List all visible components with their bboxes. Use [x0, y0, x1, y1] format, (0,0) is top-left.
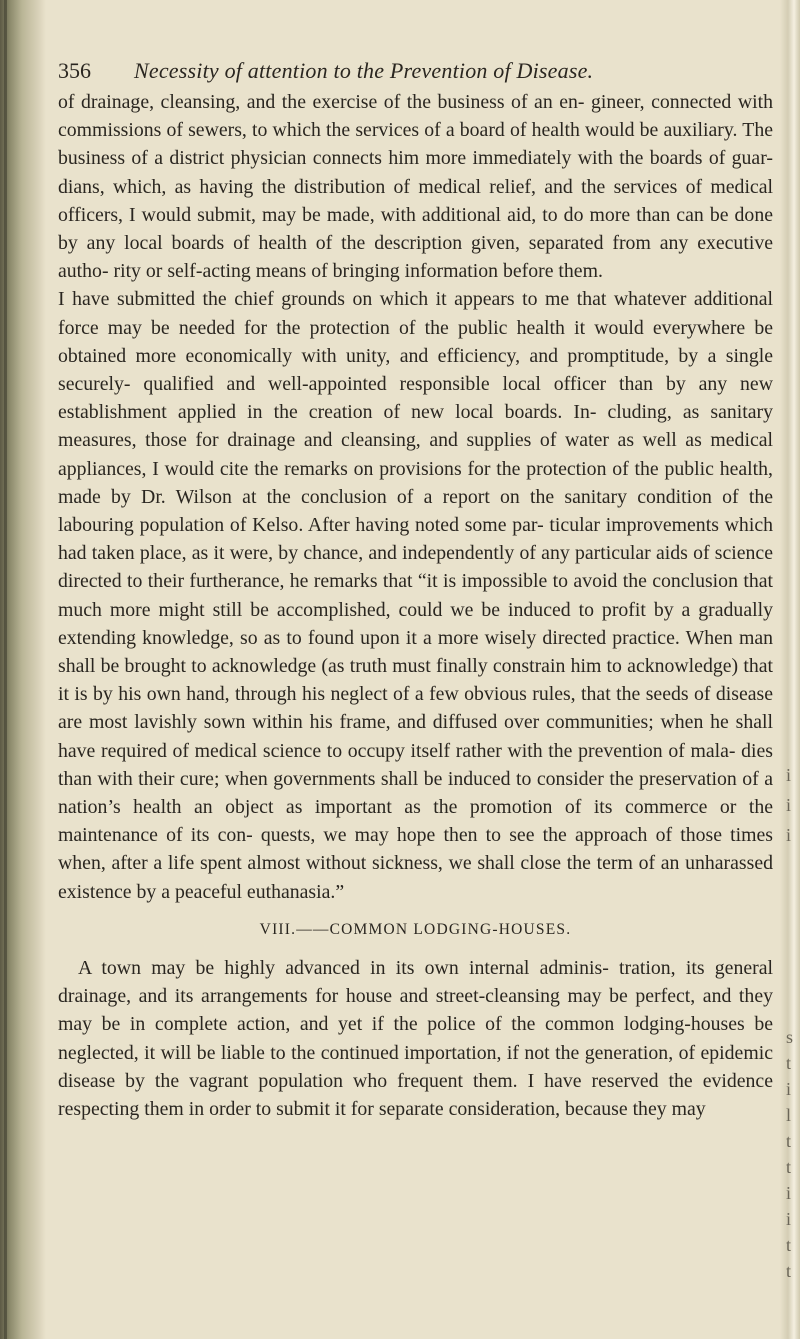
adjacent-page-fragment: i [786, 765, 792, 785]
adjacent-page-fragment: t [786, 1235, 792, 1255]
adjacent-page-fragment: s [786, 1027, 794, 1047]
adjacent-page-fragment: l [786, 1105, 792, 1125]
paragraph: I have submitted the chief grounds on which it appears to me that whatever additional force may be needed for the protection of the public health it would everywhere be obtained more economically with unity, and efficiency, and promptitude, by a single securely- qualified and well-appointed responsible local officer than by any new establishment applied in the creation of new local boards. In- cluding, as sanitary measures, those for drainage and cleansing, and supplies of water as well as medical appliances, I would cite the remarks on provisions for the protection of the public health, made by Dr. Wilson at the conclusion of a report on the sanitary condition of the labouring population of Kelso. After having noted some par- ticular improvements which had taken place, as it were, by chance, and independently of any particular aids of science directed to their furtherance, he remarks that “it is impossible to avoid the conclusion that much more might still be accomplished, could we be induced to profit by a gradually extending knowledge, so as to found upon it a more wisely directed practice. When man shall be brought to acknowledge (as truth must finally constrain him to acknowledge) that it is by his own hand, through his neglect of a few obvious rules, that the seeds of disease are most lavishly sown within his frame, and diffused over communities; when he shall have required of medical science to occupy itself rather with the prevention of mala- dies than with their cure; when governments shall be induced to consider the preservation of a nation’s health an object as important as the promotion of its commerce or the maintenance of its con- quests, we may hope then to see the approach of those times when, after a life spent almost without sickness, we shall close the term of an unharassed existence by a peaceful euthanasia.” [58, 288, 773, 903]
adjacent-page-fragment: i [786, 795, 792, 815]
adjacent-page-fragment: i [786, 1183, 792, 1203]
body-text [58, 88, 773, 1123]
section-heading: VIII.——COMMON LODGING-HOUSES. [259, 920, 572, 938]
page-number: 356 [58, 58, 91, 83]
running-head [58, 58, 773, 90]
adjacent-page-fragment: t [786, 1131, 792, 1151]
section-paragraph: A town may be highly advanced in its own internal adminis- tration, its general drainage, and its arrangements for house and street-cleansing may be perfect, and they may be in complete action, and yet if the police of the common lodging-houses be neglected, it will be liable to the continued importation, if not the generation, of epidemic disease by the vagrant population who frequent them. I have reserved the evidence respecting them in order to submit it for separate consideration, because they may [58, 956, 773, 1120]
adjacent-page-fragment: t [786, 1157, 792, 1177]
adjacent-page-fragment: i [786, 1209, 792, 1229]
adjacent-page-fragment: t [786, 1261, 792, 1281]
adjacent-page-fragment: t [786, 1053, 792, 1073]
running-title: Necessity of attention to the Prevention of Disease. [134, 58, 594, 83]
adjacent-page-fragment: i [786, 1079, 792, 1099]
binding-edge [4, 0, 7, 1339]
paragraph: of drainage, cleansing, and the exercise of the business of an en- gineer, connected with commissions of sewers, to which the services of a board of health would be auxiliary. The business of a district physician connects him more immediately with the boards of guar- dians, which, as having the distribution of medical relief, and the services of medical officers, I would submit, may be made, with additional aid, to do more than can be done by any local boards of health of the description given, separated from any executive autho- rity or self-acting means of bringing information before them. [58, 91, 773, 283]
adjacent-page-fragment: i [786, 825, 792, 845]
book-page [58, 0, 773, 1339]
